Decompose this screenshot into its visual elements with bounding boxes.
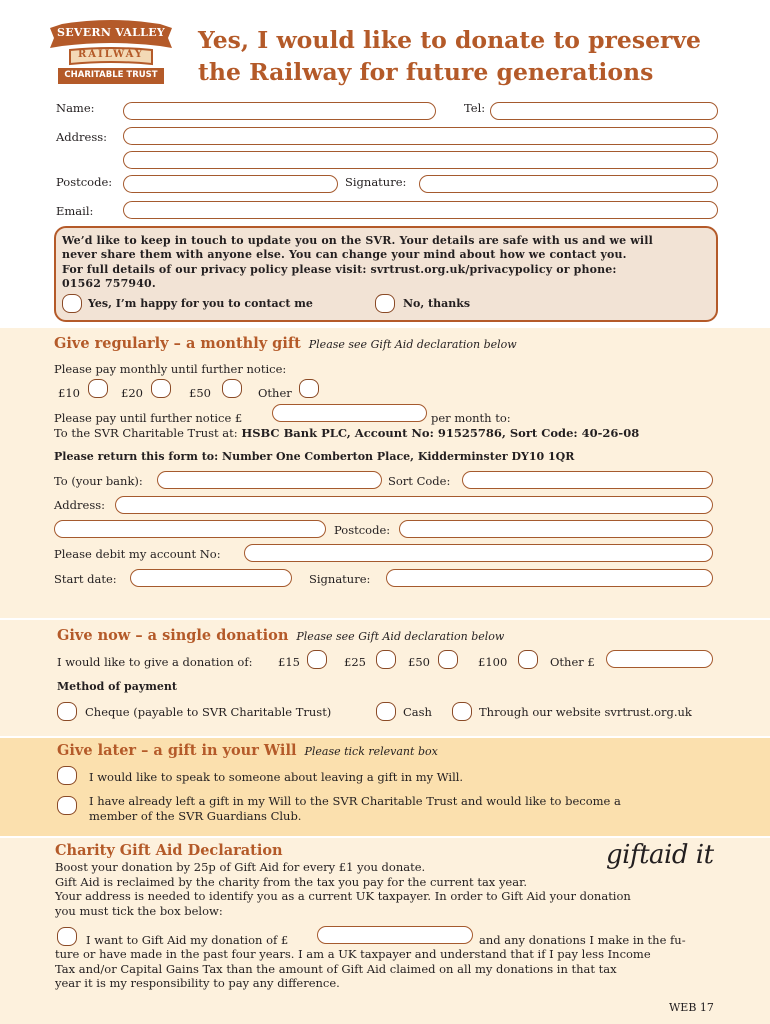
will-speak-checkbox[interactable]	[57, 766, 77, 785]
logo-text-charitable-trust: CHARITABLE TRUST	[64, 70, 158, 80]
monthly-option-10-checkbox[interactable]	[88, 379, 108, 398]
monthly-intro: Please pay monthly until further notice:	[54, 362, 287, 376]
single-intro: I would like to give a donation of:	[57, 655, 253, 669]
will-speak-label: I would like to speak to someone about leaving a gift in my Will.	[89, 770, 464, 784]
signature-label: Signature:	[345, 175, 407, 189]
single-option-25-checkbox[interactable]	[376, 650, 396, 669]
sort-code-label: Sort Code:	[388, 474, 451, 488]
privacy-text	[62, 234, 653, 291]
single-note: Please see Gift Aid declaration below	[296, 630, 505, 643]
page-title-line1: Yes, I would like to donate to preserve	[198, 26, 702, 54]
payment-cash-checkbox[interactable]	[376, 702, 396, 721]
monthly-amount-input[interactable]	[272, 404, 427, 422]
payment-cheque-checkbox[interactable]	[57, 702, 77, 721]
will-title	[57, 742, 438, 759]
privacy-yes-checkbox[interactable]	[62, 294, 82, 313]
monthly-option-50-checkbox[interactable]	[222, 379, 242, 398]
giftaid-declaration-line3: Tax and/or Capital Gains Tax than the amount of Gift Aid claimed on all my donations in that tax	[55, 961, 617, 976]
will-note: Please tick relevant box	[304, 745, 438, 758]
page-title-line2: the Railway for future generations	[198, 58, 654, 86]
monthly-option-20-label: £20	[121, 386, 143, 400]
monthly-option-other-label: Other	[258, 386, 292, 400]
tel-input[interactable]	[490, 102, 718, 120]
giftaid-declaration-text	[55, 947, 651, 991]
single-title	[57, 627, 504, 644]
single-other-input[interactable]	[606, 650, 713, 668]
monthly-bank-prefix: To the SVR Charitable Trust at:	[54, 426, 242, 440]
privacy-text-line2: never share them with anyone else. You can change your mind about how we contact you.	[62, 248, 627, 262]
sort-code-input[interactable]	[462, 471, 713, 489]
single-title-text: Give now – a single donation	[57, 627, 289, 644]
logo-text-railway: RAILWAY	[77, 49, 145, 60]
single-option-25-label: £25	[344, 655, 366, 669]
address-input-line2[interactable]	[123, 151, 718, 169]
will-already-left-label	[89, 794, 621, 823]
monthly-note: Please see Gift Aid declaration below	[308, 338, 517, 351]
start-date-input[interactable]	[130, 569, 292, 587]
monthly-signature-label: Signature:	[309, 572, 371, 586]
single-option-15-checkbox[interactable]	[307, 650, 327, 669]
single-option-100-label: £100	[478, 655, 508, 669]
monthly-bank-line	[54, 426, 639, 440]
to-bank-input[interactable]	[157, 471, 382, 489]
monthly-pay-until-label: Please pay until further notice £	[54, 411, 243, 425]
payment-cheque-label: Cheque (payable to SVR Charitable Trust)	[85, 705, 332, 719]
giftaid-declare-prefix: I want to Gift Aid my donation of £	[86, 933, 289, 947]
will-already-left-checkbox[interactable]	[57, 796, 77, 815]
name-input[interactable]	[123, 102, 436, 120]
giftaid-title: Charity Gift Aid Declaration	[55, 842, 283, 859]
bank-postcode-input[interactable]	[399, 520, 713, 538]
giftaid-intro-line1: Boost your donation by 25p of Gift Aid for every £1 you donate.	[55, 860, 426, 874]
single-option-50-label: £50	[408, 655, 430, 669]
signature-input[interactable]	[419, 175, 718, 193]
address-input-line1[interactable]	[123, 127, 718, 145]
bank-address-label: Address:	[54, 498, 106, 512]
monthly-return-address: Please return this form to: Number One Comberton Place, Kidderminster DY10 1QR	[54, 450, 575, 463]
start-date-label: Start date:	[54, 572, 117, 586]
giftaid-declare-checkbox[interactable]	[57, 927, 77, 946]
page-title	[198, 24, 701, 88]
monthly-title	[54, 335, 517, 352]
will-already-left-line1: I have already left a gift in my Will to the SVR Charitable Trust and would like to become a	[89, 794, 621, 808]
privacy-text-line3: For full details of our privacy policy please visit: svrtrust.org.uk/privacypolicy or phone:	[62, 262, 617, 276]
privacy-text-line1: We’d like to keep in touch to update you on the SVR. Your details are safe with us and we will	[62, 234, 653, 247]
single-option-50-checkbox[interactable]	[438, 650, 458, 669]
monthly-per-month-label: per month to:	[431, 411, 511, 425]
payment-website-checkbox[interactable]	[452, 702, 472, 721]
form-code: WEB 17	[669, 1001, 714, 1014]
bank-address-input-line2[interactable]	[54, 520, 326, 538]
giftaid-intro-line4: you must tick the box below:	[55, 903, 223, 918]
single-other-label: Other £	[550, 655, 595, 669]
will-already-left-line2: member of the SVR Guardians Club.	[89, 808, 302, 823]
giftaid-logo: giftaid it	[606, 840, 714, 870]
giftaid-intro-line2: Gift Aid is reclaimed by the charity from the tax you pay for the current tax year.	[55, 874, 527, 889]
monthly-bank-details: HSBC Bank PLC, Account No: 91525786, Sort Code: 40-26-08	[241, 426, 640, 440]
giftaid-intro	[55, 860, 631, 918]
tel-label: Tel:	[464, 101, 486, 115]
monthly-signature-input[interactable]	[386, 569, 713, 587]
will-title-text: Give later – a gift in your Will	[57, 742, 297, 759]
giftaid-intro-line3: Your address is needed to identify you as a current UK taxpayer. In order to Gift Aid your donation	[55, 889, 631, 903]
privacy-text-line4: 01562 757940.	[62, 276, 156, 290]
privacy-no-label: No, thanks	[403, 297, 471, 310]
email-label: Email:	[56, 204, 94, 218]
giftaid-amount-input[interactable]	[317, 926, 473, 944]
monthly-title-text: Give regularly – a monthly gift	[54, 335, 301, 352]
monthly-option-10-label: £10	[58, 386, 80, 400]
logo-text-severn-valley: SEVERN VALLEY	[56, 26, 166, 39]
name-label: Name:	[56, 101, 95, 115]
giftaid-declaration-line4: year it is my responsibility to pay any difference.	[55, 976, 340, 990]
postcode-label: Postcode:	[56, 175, 113, 189]
payment-method-title: Method of payment	[57, 680, 177, 693]
postcode-input[interactable]	[123, 175, 338, 193]
logo	[48, 20, 174, 86]
giftaid-declare-suffix: and any donations I make in the fu-	[479, 933, 686, 947]
monthly-option-other-checkbox[interactable]	[299, 379, 319, 398]
payment-cash-label: Cash	[403, 705, 432, 719]
address-label: Address:	[56, 130, 108, 144]
bank-address-input-line1[interactable]	[115, 496, 713, 514]
debit-account-label: Please debit my account No:	[54, 547, 221, 561]
payment-website-label: Through our website svrtrust.org.uk	[479, 705, 692, 719]
single-option-15-label: £15	[278, 655, 300, 669]
privacy-yes-label: Yes, I’m happy for you to contact me	[88, 297, 313, 310]
email-input[interactable]	[123, 201, 718, 219]
monthly-option-20-checkbox[interactable]	[151, 379, 171, 398]
giftaid-declaration-line2: ture or have made in the past four years. I am a UK taxpayer and understand that if I pay less Income	[55, 947, 651, 961]
single-option-100-checkbox[interactable]	[518, 650, 538, 669]
bank-postcode-label: Postcode:	[334, 523, 391, 537]
debit-account-input[interactable]	[244, 544, 713, 562]
privacy-no-checkbox[interactable]	[375, 294, 395, 313]
to-bank-label: To (your bank):	[54, 474, 143, 488]
monthly-option-50-label: £50	[189, 386, 211, 400]
